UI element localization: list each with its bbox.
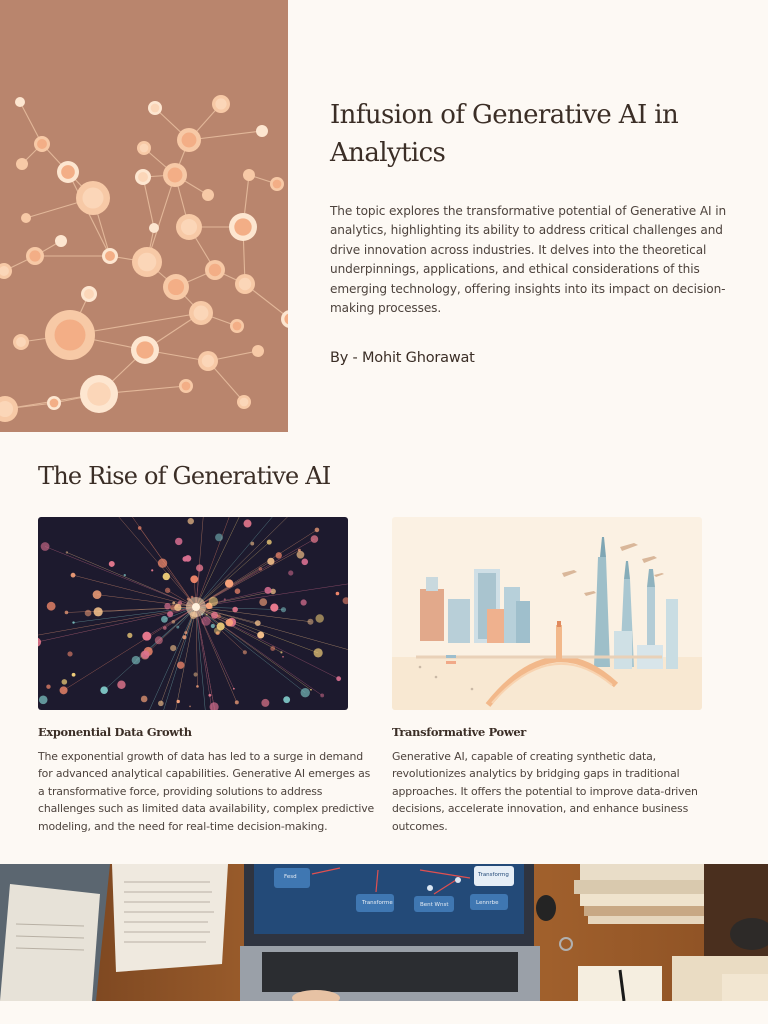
hero-text-block [330, 96, 730, 366]
page-title: Infusion of Generative AI in Analytics [330, 100, 679, 168]
screen-label: Transformg [478, 872, 509, 878]
screen-label: Transforme [362, 900, 393, 906]
network-graph-illustration [0, 0, 288, 432]
laptop-flowchart-desk-photo [0, 864, 768, 1001]
hero-network-image [0, 0, 288, 432]
screen-label: Lennrbe [476, 900, 499, 906]
card-transformative-power [392, 517, 732, 835]
screen-label: Fesd [284, 874, 297, 880]
city-skyline-image [392, 517, 702, 710]
laptop-desk-image [0, 864, 768, 1001]
hero-description: The topic explores the transformative potential of Generative AI in analytics, highlighting its ability to address critical challenges and drive innovation across industries. It delves into the theoretical underpinnings, applications, and ethical considerations of this emerging technology, offering insights into its impact on decision-making processes. [330, 204, 727, 316]
card-exponential-data-growth [38, 517, 378, 835]
author-byline: By - Mohit Ghorawat [330, 350, 475, 367]
screen-label: Bent Wnst [420, 902, 449, 908]
card-title: Transformative Power [392, 725, 526, 739]
section-title: The Rise of Generative AI [38, 462, 331, 490]
data-burst-image [38, 517, 348, 710]
city-skyline-illustration [392, 517, 702, 710]
card-title: Exponential Data Growth [38, 725, 192, 739]
card-text: Generative AI, capable of creating synthetic data, revolutionizes analytics by bridging gaps in traditional approaches. It offers the potential to improve data-driven decisions, accelerate innovation, and enhance business outcomes. [392, 750, 698, 833]
card-text: The exponential growth of data has led to a surge in demand for advanced analytical capabilities. Generative AI emerges as a transformative force, providing solutions to address challenges such as limited data availability, complex predictive modeling, and the need for real-time decision-making. [38, 750, 375, 833]
data-burst-illustration [38, 517, 348, 710]
